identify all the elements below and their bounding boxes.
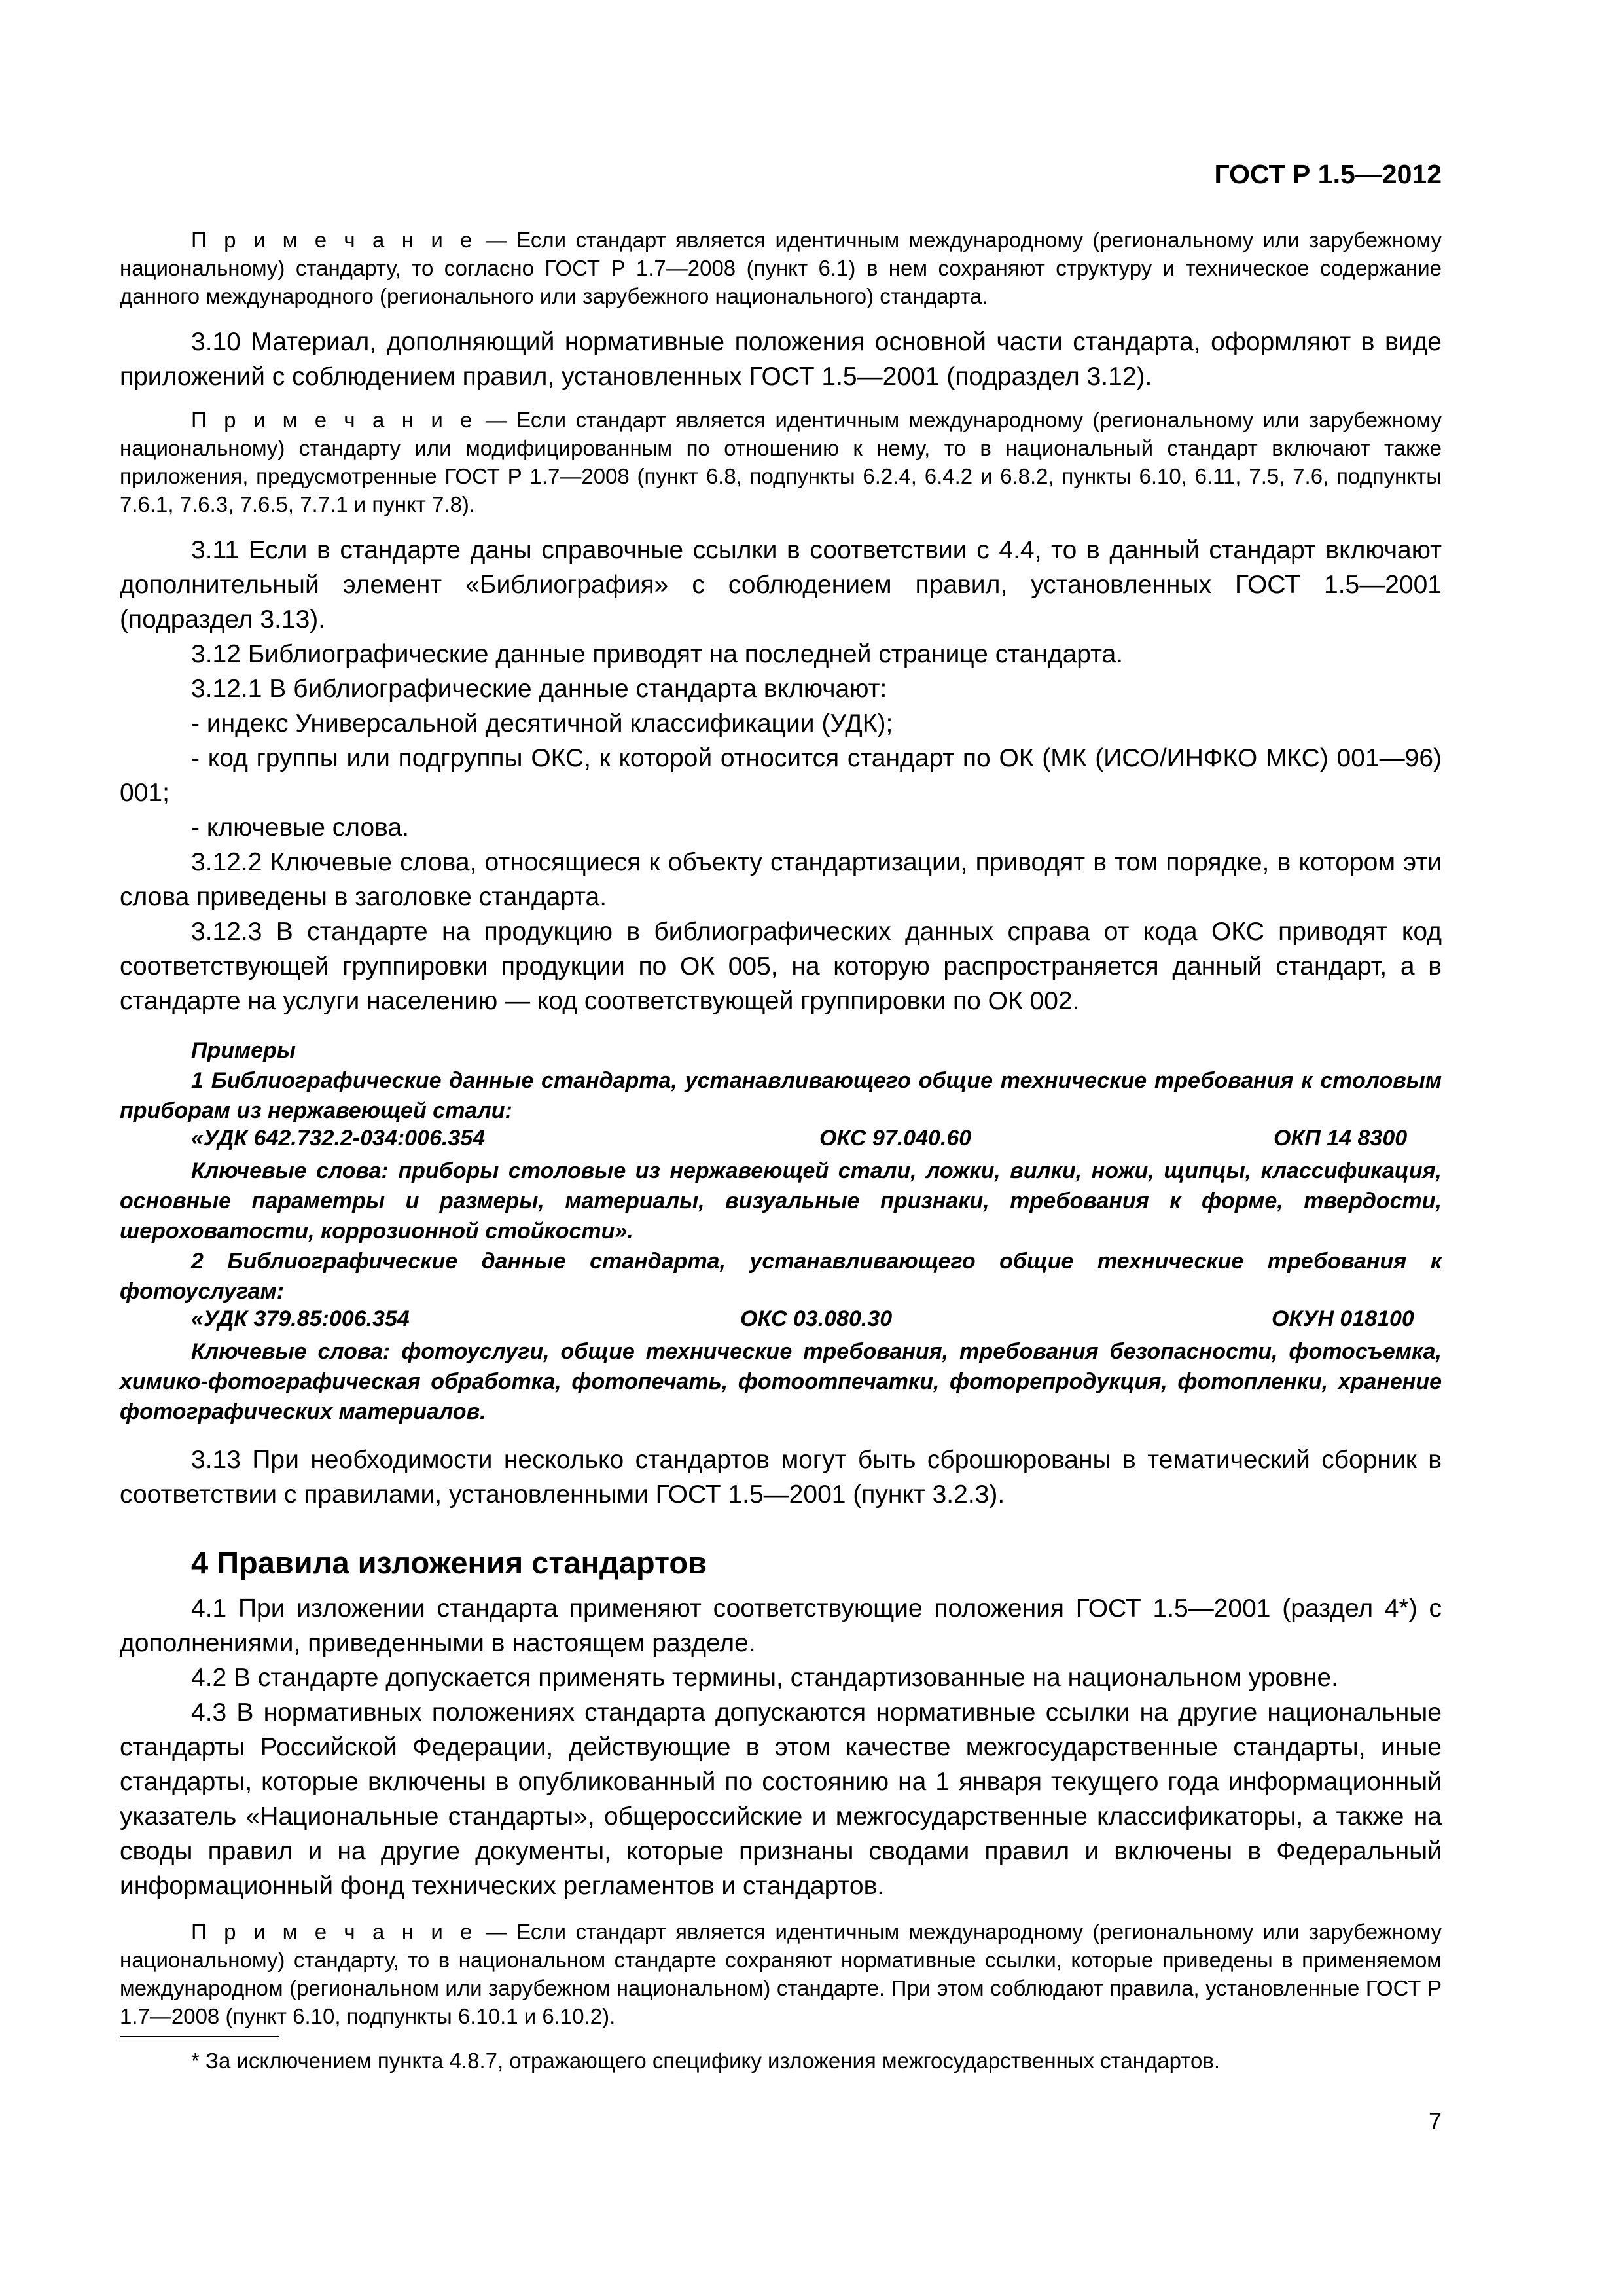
section-4-title: 4 Правила изложения стандартов [191, 1545, 707, 1580]
paragraph-3-10: 3.10 Материал, дополняющий нормативные положения основной части стандарта, оформляют в виде приложений с соблюдением правил, установленных ГОСТ 1.5—2001 (подраздел 3.12). [120, 328, 1442, 391]
example-2-oks: ОКС 03.080.30 [740, 1306, 893, 1331]
note-text: — Если стандарт является идентичным международному (региональному или зарубежному национальному) стандарту, то в национальном стандарте сохраняют нормативные ссылки, которые приведены в применяемом международном (региональном или зарубежном национальном) стандарте. При этом соблюдают правила, установленные ГОСТ Р 1.7—2008 (пункт 6.10, подпункты 6.10.1 и 6.10.2). [120, 1920, 1442, 2028]
paragraph-3-11: 3.11 Если в стандарте даны справочные ссылки в соответствии с 4.4, то в данный стандарт включают дополнительный элемент «Библиография» с соблюдением правил, установленных ГОСТ 1.5—2001 (подраздел 3.13). [120, 536, 1442, 634]
example-2-keywords: Ключевые слова: фотоуслуги, общие технические требования, требования безопасности, фотосъемка, химико-фотографическая обработка, фотопечать, фотоотпечатки, фоторепродукция, фотопленки, хранение фотографических материалов. [120, 1339, 1442, 1424]
note-label: П р и м е ч а н и е [191, 1920, 476, 1944]
example-1-udk: «УДК 642.732.2-034:006.354 [191, 1126, 486, 1151]
note-label: П р и м е ч а н и е [191, 408, 476, 432]
note-text: — Если стандарт является идентичным международному (региональному или зарубежному национальному) стандарту, то согласно ГОСТ Р 1.7—2008 (пункт 6.1) в нем сохраняют структуру и техническое содержание данного международного (регионального или зарубежного национального) стандарта. [120, 228, 1442, 308]
note-2 [120, 406, 1442, 518]
examples-heading: Примеры [191, 1038, 296, 1063]
footnote-divider [120, 2036, 279, 2037]
paragraph-4-2: 4.2 В стандарте допускается применять термины, стандартизованные на национальном уровне. [191, 1664, 1339, 1692]
example-2-okun: ОКУН 018100 [1272, 1306, 1414, 1331]
example-1-oks: ОКС 97.040.60 [819, 1126, 972, 1151]
example-1-okp: ОКП 14 8300 [1274, 1126, 1408, 1151]
example-1-keywords: Ключевые слова: приборы столовые из нержавеющей стали, ложки, вилки, ножи, щипцы, классификация, основные параметры и размеры, материалы, визуальные признаки, требования к форме, твердости, шероховатости, коррозионной стойкости». [120, 1158, 1442, 1244]
paragraph-3-12: 3.12 Библиографические данные приводят на последней странице стандарта. [191, 640, 1124, 668]
note-label: П р и м е ч а н и е [191, 228, 476, 252]
examples-block [120, 1035, 1442, 1427]
example-2-udk: «УДК 379.85:006.354 [191, 1306, 410, 1331]
page-number: 7 [1428, 2108, 1442, 2134]
example-1-codes [120, 1126, 1442, 1156]
paragraph-4-1: 4.1 При изложении стандарта применяют соответствующие положения ГОСТ 1.5—2001 (раздел 4*) с дополнениями, приведенными в настоящем разделе. [120, 1594, 1442, 1657]
list-item-keywords: - ключевые слова. [191, 814, 409, 842]
document-id-header: ГОСТ Р 1.5—2012 [1214, 159, 1442, 189]
page-body [120, 226, 1442, 2045]
note-1 [120, 226, 1442, 310]
paragraph-3-13: 3.13 При необходимости несколько стандартов могут быть сброшюрованы в тематический сборник в соответствии с правилами, установленными ГОСТ 1.5—2001 (пункт 3.2.3). [120, 1446, 1442, 1509]
paragraph-3-12-3: 3.12.3 В стандарте на продукцию в библиографических данных справа от кода ОКС приводят код соответствующей группировки продукции по ОК 005, на которую распространяется данный стандарт, а в стандарте на услуги населению — код соответствующей группировки по ОК 002. [120, 918, 1442, 1015]
example-2-title: 2 Библиографические данные стандарта, устанавливающего общие технические требования к фотоуслугам: [120, 1249, 1442, 1304]
example-1-title: 1 Библиографические данные стандарта, устанавливающего общие технические требования к столовым приборам из нержавеющей стали: [120, 1068, 1442, 1123]
footnote: * За исключением пункта 4.8.7, отражающего специфику изложения межгосударственных стандартов. [191, 2049, 1221, 2073]
list-item-udk: - индекс Универсальной десятичной классификации (УДК); [191, 709, 893, 738]
note-3 [120, 1918, 1442, 2030]
paragraph-3-12-2: 3.12.2 Ключевые слова, относящиеся к объекту стандартизации, приводят в том порядке, в котором эти слова приведены в заголовке стандарта. [120, 848, 1442, 911]
paragraph-4-3: 4.3 В нормативных положениях стандарта допускаются нормативные ссылки на другие национальные стандарты Российской Федерации, действующие в этом качестве межгосударственные стандарты, иные стандарты, которые включены в опубликованный по состоянию на 1 января текущего года информационный указатель «Национальные стандарты», общероссийские и межгосударственные классификаторы, а также на своды правил и на другие документы, которые признаны сводами правил и включены в Федеральный информационный фонд технических регламентов и стандартов. [120, 1698, 1442, 1900]
example-2-codes [120, 1306, 1442, 1336]
list-item-oks: - код группы или подгруппы ОКС, к которой относится стандарт по ОК (МК (ИСО/ИНФКО МКС) 001—96) 001; [120, 744, 1442, 807]
note-text: — Если стандарт является идентичным международному (региональному или зарубежному национальному) стандарту или модифицированным по отношению к нему, то в национальный стандарт включают также приложения, предусмотренные ГОСТ Р 1.7—2008 (пункт 6.8, подпункты 6.2.4, 6.4.2 и 6.8.2, пункты 6.10, 6.11, 7.5, 7.6, подпункты 7.6.1, 7.6.3, 7.6.5, 7.7.1 и пункт 7.8). [120, 408, 1442, 516]
paragraph-3-12-1: 3.12.1 В библиографические данные стандарта включают: [191, 675, 887, 703]
